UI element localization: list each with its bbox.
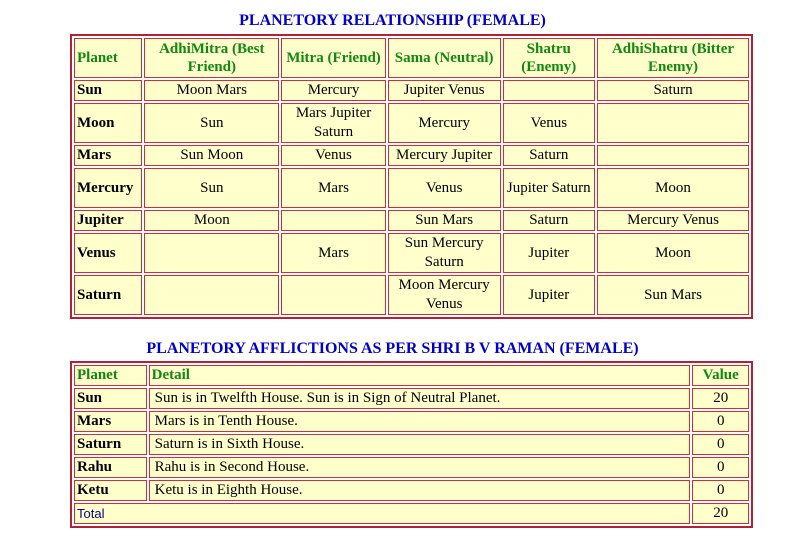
detail-cell: Mars is in Tenth House.: [149, 411, 691, 432]
adhishatru-cell: [597, 103, 749, 143]
shatru-cell: Jupiter Saturn: [503, 168, 596, 208]
table-row: [74, 145, 749, 166]
planet-cell: Ketu: [74, 480, 147, 501]
relationship-table: [70, 34, 753, 319]
total-label: Total: [74, 503, 690, 524]
adhimitra-cell: [144, 275, 279, 315]
shatru-cell: Venus: [503, 103, 596, 143]
table-row: [74, 411, 749, 432]
header-detail: Detail: [149, 365, 691, 386]
header-shatru: Shatru (Enemy): [503, 38, 596, 78]
sama-cell: Sun Mercury Saturn: [388, 233, 501, 273]
table-row: [74, 210, 749, 231]
header-adhimitra: AdhiMitra (Best Friend): [144, 38, 279, 78]
relationship-title: PLANETORY RELATIONSHIP (FEMALE): [239, 12, 546, 29]
mitra-cell: [281, 210, 386, 231]
header-planet: Planet: [74, 38, 142, 78]
planet-cell: Rahu: [74, 457, 147, 478]
shatru-cell: Jupiter: [503, 233, 596, 273]
detail-cell: Sun is in Twelfth House. Sun is in Sign of Neutral Planet.: [149, 388, 691, 409]
planet-cell: Mars: [74, 145, 142, 166]
adhishatru-cell: [597, 145, 749, 166]
mitra-cell: Mercury: [281, 80, 386, 101]
detail-cell: Ketu is in Eighth House.: [149, 480, 691, 501]
header-sama: Sama (Neutral): [388, 38, 501, 78]
mitra-cell: [281, 275, 386, 315]
adhimitra-cell: Moon: [144, 210, 279, 231]
sama-cell: Sun Mars: [388, 210, 501, 231]
value-cell: 20: [692, 388, 749, 409]
header-value: Value: [692, 365, 749, 386]
table-row: [74, 103, 749, 143]
mitra-cell: Venus: [281, 145, 386, 166]
adhimitra-cell: Sun: [144, 168, 279, 208]
detail-cell: Saturn is in Sixth House.: [149, 434, 691, 455]
shatru-cell: Saturn: [503, 210, 596, 231]
mitra-cell: Mars: [281, 233, 386, 273]
planet-cell: Mercury: [74, 168, 142, 208]
planet-cell: Saturn: [74, 434, 147, 455]
planet-cell: Mars: [74, 411, 147, 432]
table-row: [74, 480, 749, 501]
afflictions-table: [70, 361, 753, 528]
planet-cell: Jupiter: [74, 210, 142, 231]
table-row: [74, 388, 749, 409]
sama-cell: Moon Mercury Venus: [388, 275, 501, 315]
table-row: [74, 80, 749, 101]
sama-cell: Mercury: [388, 103, 501, 143]
planet-cell: Sun: [74, 388, 147, 409]
total-value: 20: [692, 503, 749, 524]
value-cell: 0: [692, 457, 749, 478]
mitra-cell: Mars Jupiter Saturn: [281, 103, 386, 143]
adhimitra-cell: Sun: [144, 103, 279, 143]
sama-cell: Jupiter Venus: [388, 80, 501, 101]
value-cell: 0: [692, 411, 749, 432]
value-cell: 0: [692, 434, 749, 455]
planet-cell: Saturn: [74, 275, 142, 315]
adhishatru-cell: Mercury Venus: [597, 210, 749, 231]
table-row: [74, 168, 749, 208]
table-row: [74, 434, 749, 455]
relationship-header-row: [74, 38, 749, 78]
table-row: [74, 457, 749, 478]
adhimitra-cell: [144, 233, 279, 273]
table-row: [74, 233, 749, 273]
afflictions-title: PLANETORY AFFLICTIONS AS PER SHRI B V RAMAN (FEMALE): [146, 340, 639, 357]
value-cell: 0: [692, 480, 749, 501]
total-row: [74, 503, 749, 524]
adhimitra-cell: Sun Moon: [144, 145, 279, 166]
sama-cell: Mercury Jupiter: [388, 145, 501, 166]
header-adhishatru: AdhiShatru (Bitter Enemy): [597, 38, 749, 78]
sama-cell: Venus: [388, 168, 501, 208]
shatru-cell: [503, 80, 596, 101]
afflictions-header-row: [74, 365, 749, 386]
planet-cell: Sun: [74, 80, 142, 101]
adhishatru-cell: Moon: [597, 168, 749, 208]
adhishatru-cell: Moon: [597, 233, 749, 273]
planet-cell: Venus: [74, 233, 142, 273]
adhimitra-cell: Moon Mars: [144, 80, 279, 101]
adhishatru-cell: Sun Mars: [597, 275, 749, 315]
shatru-cell: Jupiter: [503, 275, 596, 315]
table-row: [74, 275, 749, 315]
mitra-cell: Mars: [281, 168, 386, 208]
detail-cell: Rahu is in Second House.: [149, 457, 691, 478]
header-planet: Planet: [74, 365, 147, 386]
planet-cell: Moon: [74, 103, 142, 143]
adhishatru-cell: Saturn: [597, 80, 749, 101]
shatru-cell: Saturn: [503, 145, 596, 166]
header-mitra: Mitra (Friend): [281, 38, 386, 78]
